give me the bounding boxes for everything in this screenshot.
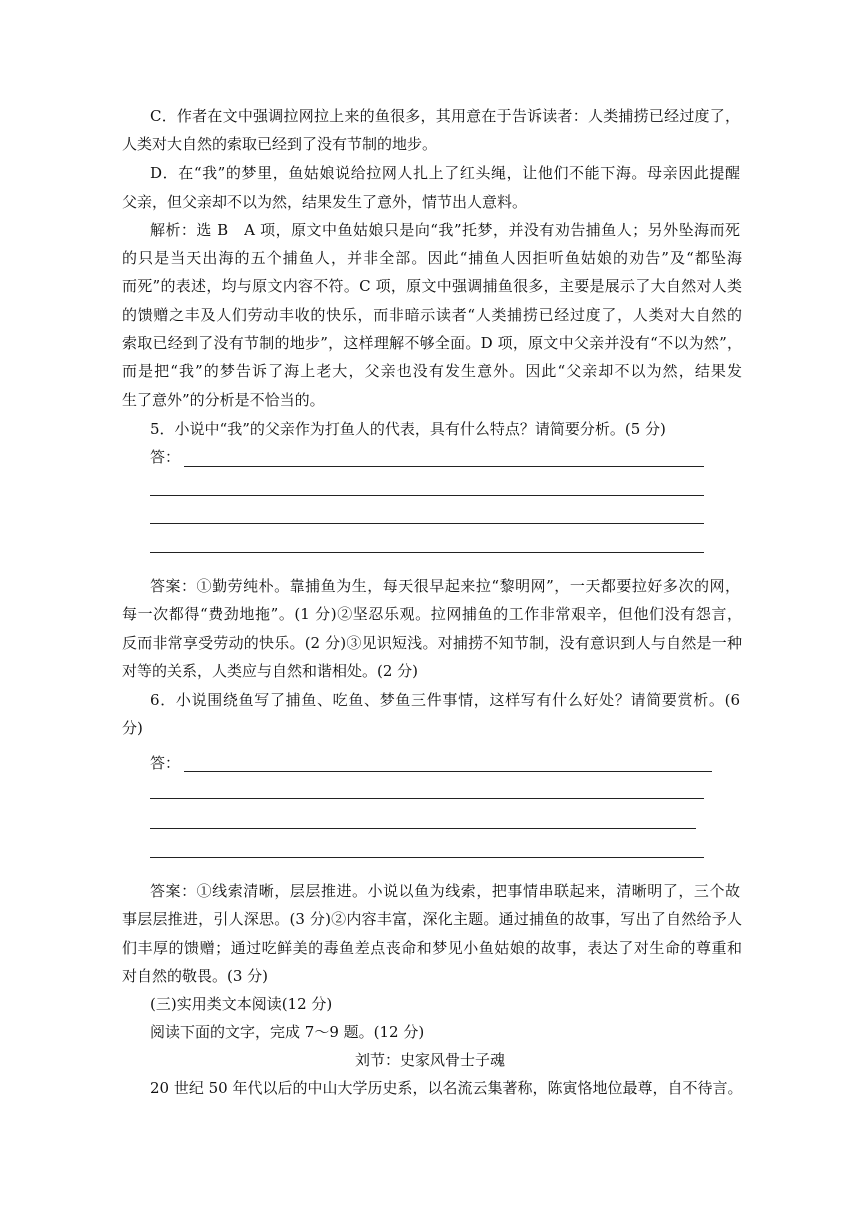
analysis-line-7: 生了意外”的分析是不恰当的。 [122,391,325,409]
answer-6-line-2: 事层层推进，引人深思。(3 分)②内容丰富，深化主题。通过捕鱼的故事，写出了自然给予人 [122,910,742,928]
analysis-line-3: 而死”的表述，均与原文内容不符。C 项，原文中强调捕鱼很多，主要是展示了大自然对人类 [122,277,742,295]
analysis-line-1: 解析：选 B A 项，原文中鱼姑娘只是向“我”托梦，并没有劝告捕鱼人；另外坠海而死 [150,221,740,239]
question-6-line-2: 分) [122,719,143,737]
q6-answer-line-3[interactable] [150,828,696,829]
option-d-line-2: 父亲，但父亲却不以为然，结果发生了意外，情节出人意料。 [122,193,528,211]
q6-answer-line-2[interactable] [150,798,704,799]
analysis-line-2: 的只是当天出海的五个捕鱼人，并非全部。因此“捕鱼人因拒听鱼姑娘的劝告”及“都坠海 [122,249,742,267]
answer-6-line-4: 对自然的敬畏。(3 分) [122,967,269,985]
answer-5-line-3: 反而非常享受劳动的快乐。(2 分)③见识短浅。对捕捞不知节制，没有意识到人与自然是一种 [122,634,742,652]
article-first-line: 20 世纪 50 年代以后的中山大学历史系，以名流云集著称，陈寅恪地位最尊，自不待言。 [150,1079,743,1097]
question-6-line-1: 6．小说围绕鱼写了捕鱼、吃鱼、梦鱼三件事情，这样写有什么好处？请简要赏析。(6 [150,691,740,709]
answer-6-line-1: 答案：①线索清晰，层层推进。小说以鱼为线索，把事情串联起来，清晰明了，三个故 [150,882,740,900]
q5-answer-line-3[interactable] [150,523,704,524]
analysis-line-4: 的馈赠之丰及人们劳动丰收的快乐，而非暗示读者“人类捕捞已经过度了，人类对大自然的 [122,306,742,324]
section-3-instruction: 阅读下面的文字，完成 7～9 题。(12 分) [150,1023,425,1041]
analysis-line-6: 而是把“我”的梦告诉了海上老大，父亲也没有发生意外。因此“父亲却不以为然，结果发 [122,362,742,380]
q5-answer-label: 答： [150,448,181,466]
q5-answer-line-4[interactable] [150,552,704,553]
analysis-line-5: 索取已经到了没有节制的地步”，这样理解不够全面。D 项，原文中父亲并没有“不以为然”， [122,334,742,352]
q5-answer-line-1[interactable] [184,466,704,467]
question-5: 5．小说中“我”的父亲作为打鱼人的代表，具有什么特点？请简要分析。(5 分) [150,420,666,438]
answer-5-line-1: 答案：①勤劳纯朴。靠捕鱼为生，每天很早起来拉“黎明网”，一天都要拉好多次的网， [150,577,740,595]
q6-answer-line-4[interactable] [150,857,704,858]
option-d-line-1: D．在“我”的梦里，鱼姑娘说给拉网人扎上了红头绳，让他们不能下海。母亲因此提醒 [150,164,740,182]
q6-answer-label: 答： [150,754,181,772]
answer-5-line-2: 每一次都得“费劲地拖”。(1 分)②坚忍乐观。拉网捕鱼的工作非常艰辛，但他们没有怨言， [122,605,742,623]
answer-5-line-4: 对等的关系，人类应与自然和谐相处。(2 分) [122,662,419,680]
answer-6-line-3: 们丰厚的馈赠；通过吃鲜美的毒鱼差点丧命和梦见小鱼姑娘的故事，表达了对生命的尊重和 [122,939,742,957]
section-3-heading: (三)实用类文本阅读(12 分) [150,995,333,1013]
option-c-line-1: C．作者在文中强调拉网拉上来的鱼很多，其用意在于告诉读者：人类捕捞已经过度了， [150,107,740,125]
q5-answer-line-2[interactable] [150,495,704,496]
option-c-line-2: 人类对大自然的索取已经到了没有节制的地步。 [122,135,438,153]
q6-answer-line-1[interactable] [184,771,712,772]
article-title: 刘节：史家风骨士子魂 [354,1051,505,1069]
